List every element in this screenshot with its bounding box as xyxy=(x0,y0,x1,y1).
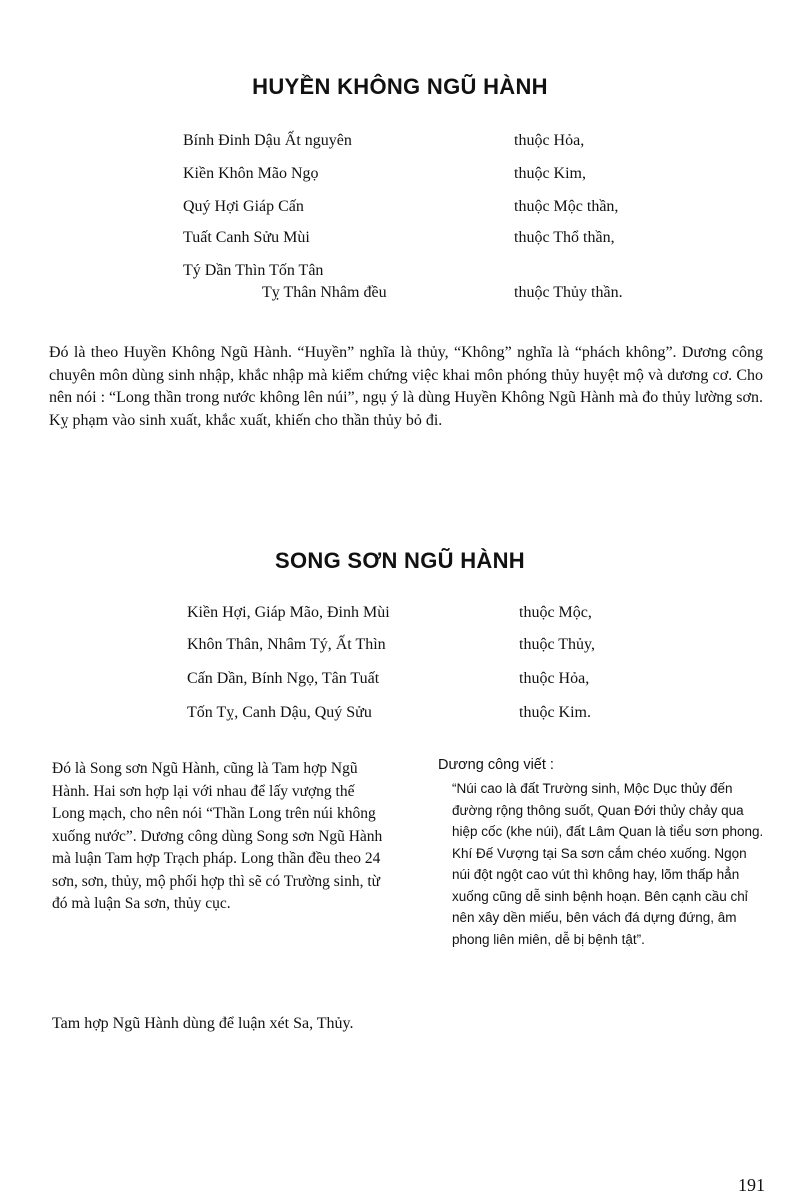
verse-left: Tỵ Thân Nhâm đều xyxy=(262,284,387,301)
verse-left: Tốn Tỵ, Canh Dậu, Quý Sửu xyxy=(187,704,372,721)
verse-left: Kiền Khôn Mão Ngọ xyxy=(183,165,319,182)
section-title-song-son: SONG SƠN NGŨ HÀNH xyxy=(275,548,525,573)
verse-left: Bính Đinh Dậu Ất nguyên xyxy=(183,132,352,149)
verse-right: thuộc Hỏa, xyxy=(519,670,590,687)
verse-right: thuộc Thủy thần. xyxy=(514,284,623,301)
verse-right: thuộc Thổ thần, xyxy=(514,229,615,246)
quote-body: “Núi cao là đất Trường sinh, Mộc Dục thủy đến đường rộng thông suốt, Quan Đới thủy chảy qua hiệp cốc (khe núi), đất Lâm Quan là tiểu sơn phong. Khí Đế Vượng tại Sa sơn cắm chéo xuống. Ngọn núi đột ngột cao vút thì không hay, lõm thấp hẳn xuống cũng dễ sinh bệnh hoạn. Bên cạnh cầu chỉ nên xây dền miếu, bên vách đá dựng đứng, âm phong liên miên, dễ bị bệnh tật”. xyxy=(452,781,764,947)
verse-right: thuộc Mộc thần, xyxy=(514,198,619,215)
closing-line: Tam hợp Ngũ Hành dùng để luận xét Sa, Thủy. xyxy=(52,1015,354,1032)
verse-left: Tuất Canh Sửu Mùi xyxy=(183,229,310,246)
verse-left: Cấn Dần, Bính Ngọ, Tân Tuất xyxy=(187,670,380,687)
page-number: 191 xyxy=(738,1175,765,1195)
verse-right: thuộc Hỏa, xyxy=(514,132,585,149)
verse-left: Quý Hợi Giáp Cấn xyxy=(183,198,304,215)
verse-right: thuộc Kim. xyxy=(519,704,591,721)
verse-right: thuộc Kim, xyxy=(514,165,586,182)
verse-left: Tý Dần Thìn Tốn Tân xyxy=(183,262,324,279)
quote-title: Dương công viết : xyxy=(438,757,554,773)
verse-right: thuộc Mộc, xyxy=(519,604,592,621)
verse-right: thuộc Thủy, xyxy=(519,636,595,653)
section-title-huyen-khong: HUYỀN KHÔNG NGŨ HÀNH xyxy=(252,74,548,99)
paragraph-song-son: Đó là Song sơn Ngũ Hành, cũng là Tam hợp Ngũ Hành. Hai sơn hợp lại với nhau để lấy vượng thế Long mạch, cho nên nói “Thần Long trên núi không xuống nước”. Dương công dùng Song sơn Ngũ Hành mà luận Tam hợp Trạch pháp. Long thần đều theo 24 sơn, sơn, thủy, mộ phối hợp thì sẽ có Trường sinh, từ đó mà luận Sa sơn, thủy cục. xyxy=(52,760,383,912)
paragraph-huyen-khong: Đó là theo Huyền Không Ngũ Hành. “Huyền” nghĩa là thủy, “Không” nghĩa là “phách không”. Dương công chuyên môn dùng sinh nhập, khắc nhập mà kiểm chứng việc khai môn phóng thủy huyệt mộ và dương cơ. Cho nên nói : “Long thần trong nước không lên núi”, ngụ ý là dùng Huyền Không Ngũ Hành mà đo thủy lường sơn. Kỵ phạm vào sinh xuất, khắc xuất, khiến cho thần thủy bỏ đi. xyxy=(49,344,763,429)
verse-left: Kiền Hợi, Giáp Mão, Đinh Mùi xyxy=(187,604,390,621)
verse-left: Khôn Thân, Nhâm Tý, Ất Thìn xyxy=(187,636,386,653)
